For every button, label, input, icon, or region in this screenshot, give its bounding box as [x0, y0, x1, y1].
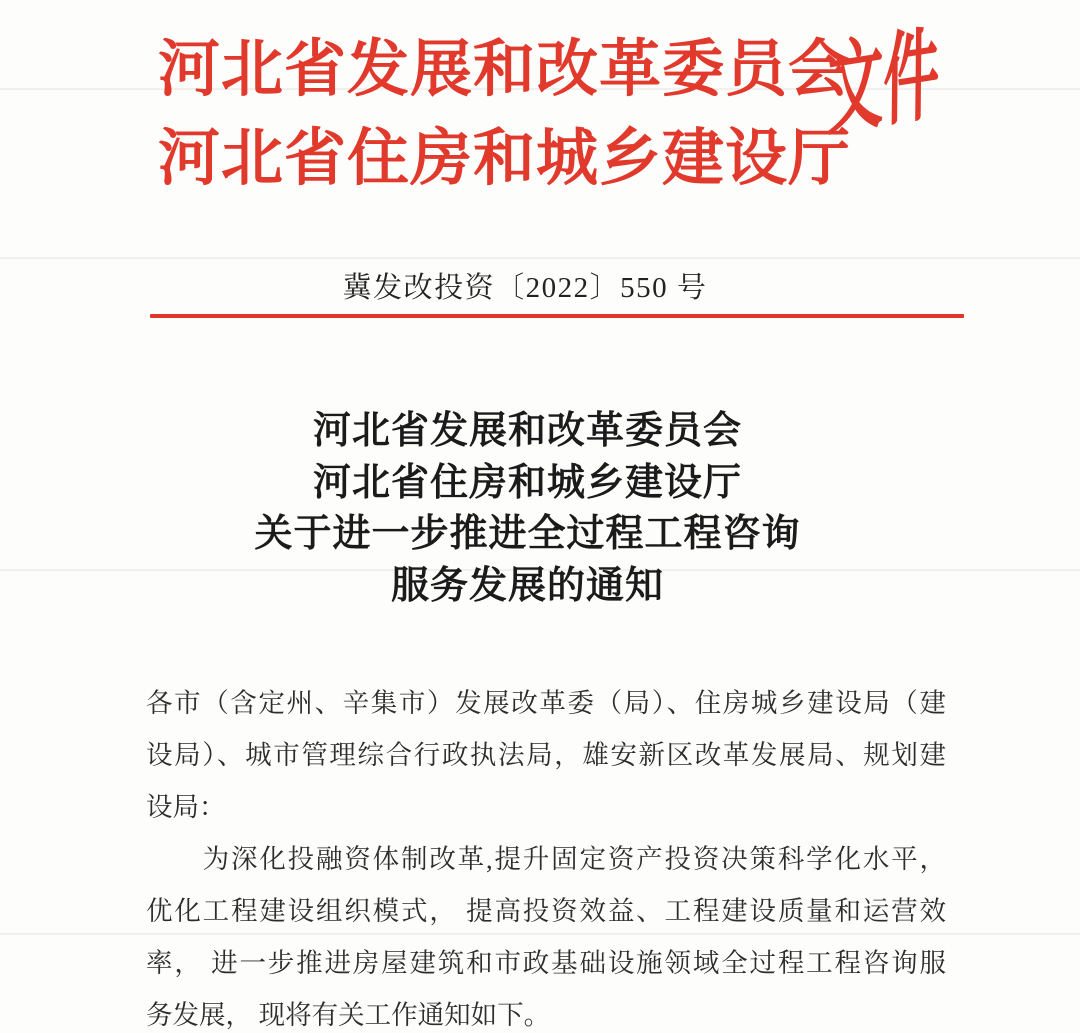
text-line: 务发展， 现将有关工作通知如下。 — [146, 1000, 551, 1030]
letterhead-document-mark: 文件 — [826, 18, 940, 148]
scan-artifact-line — [0, 257, 1080, 259]
text-line: 关于进一步推进全过程工程咨询 — [254, 513, 801, 555]
text-line: 率， 进一步推进房屋建筑和市政基础设施领域全过程工程咨询服 — [146, 948, 946, 978]
letterhead-org-line2: 河北省住房和城乡建设厅 — [158, 125, 852, 193]
document-title — [0, 406, 1055, 612]
text-line: 设局： — [146, 792, 226, 822]
text-line: 各市（含定州、辛集市）发展改革委（局）、住房城乡建设局（建 — [146, 688, 946, 718]
text-line: 河北省发展和改革委员会 — [312, 410, 742, 452]
text-line: 设局）、城市管理综合行政执法局，雄安新区改革发展局、规划建 — [146, 740, 946, 770]
letterhead-org-line1: 河北省发展和改革委员会 — [158, 36, 852, 104]
recipients-paragraph — [146, 677, 946, 833]
text-line: 为深化投融资体制改革,提升固定资产投资决策科学化水平， — [146, 844, 946, 874]
document-number: 冀发改投资〔2022〕550 号 — [342, 272, 708, 304]
text-line: 优化工程建设组织模式， 提高投资效益、工程建设质量和运营效 — [146, 896, 946, 926]
letterhead — [158, 26, 851, 204]
body-paragraph — [146, 833, 946, 1033]
red-divider-line — [150, 314, 964, 318]
text-line: 河北省住房和城乡建设厅 — [312, 461, 742, 504]
text-line: 服务发展的通知 — [390, 564, 664, 607]
